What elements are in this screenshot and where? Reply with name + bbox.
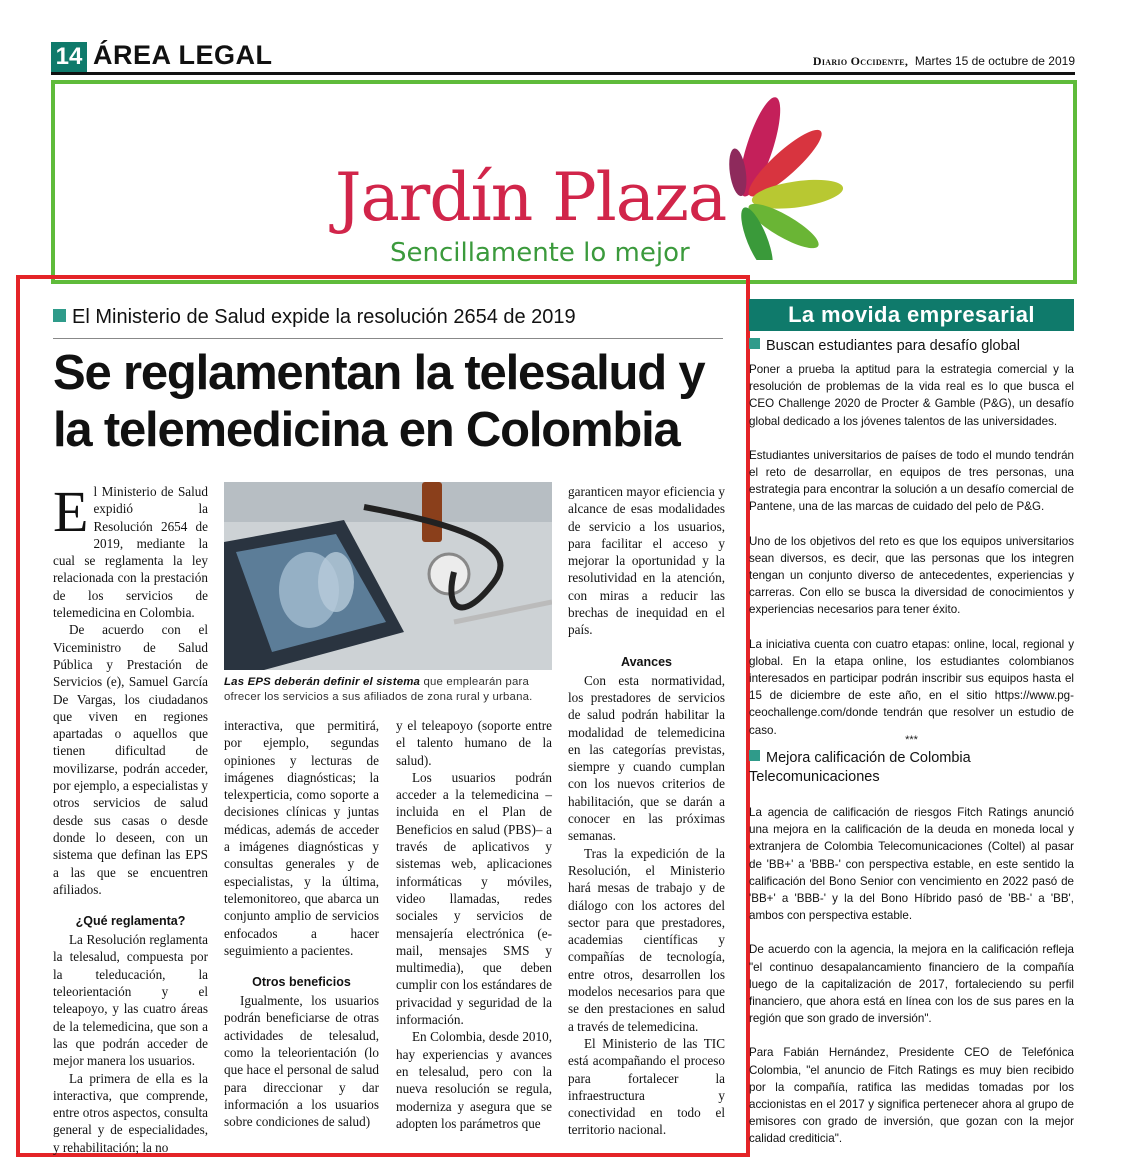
sidebar-story-2 [749, 804, 1074, 1165]
article-subhead: ¿Qué reglamenta? [75, 914, 186, 929]
square-bullet-icon [749, 750, 760, 761]
sidebar-story-1 [749, 361, 1074, 756]
article-paragraph: El Ministerio de Salud expidió la Resolución 2654 de 2019, mediante la cual se reglamenta la ley relacionada con la prestación de los servicios de telemedicina en Colombia. [53, 479, 208, 621]
article-headline: Se reglamentan la telesalud y la telemedicina en Colombia [53, 346, 705, 457]
sidebar-paragraph: Uno de los objetivos del reto es que los equipos universitarios sean diversos, es decir, que las personas que los integren tengan un conjunto diverso de antecedentes, experiencias y carreras. Con ello se busca la diversidad de conocimientos y experiencias necesarios para tener éxito. [749, 534, 1074, 617]
article-column-2 [224, 717, 379, 1131]
article-subhead: Avances [621, 654, 672, 669]
article-paragraph: De acuerdo con el Viceministro de Salud Pública y Prestación de Servicios (e), Samuel García De Vargas, los ciudadanos que viven en regiones apartadas o aquellos que tienen dificultad de movilizarse, podrán acceder, por ejemplo, a especialistas y otros servicios de salud desde sus casas o desde donde lo deseen, con un sistema que definan las EPS a las que se encuentren afiliados. [53, 622, 208, 897]
photo-caption: Las EPS deberán definir el sistema que emplearán para ofrecer los servicios a sus afiliados de zona rural y urbana. [224, 676, 533, 703]
sidebar-paragraph: La agencia de calificación de riesgos Fitch Ratings anunció una mejora en la calificación de la deuda en moneda local y extranjera de Colombia Telecomunicaciones (Coltel) al pasar de 'BB+' a 'BBB-' con perspectiva estable, en este sentido la calificación del Bono Senior con vencimiento en 2022 pasó de 'BB+' a 'BBB-' y la del Bono Híbrido pasó de 'BB-' a 'BB', ambos con perspectiva estable. [749, 806, 1074, 923]
ad-slogan: Sencillamente lo mejor [390, 238, 690, 268]
sidebar-subhead: Mejora calificación de Colombia Telecomunicaciones [749, 750, 971, 785]
article-paragraph: garanticen mayor eficiencia y alcance de esas modalidades de servicio a los usuarios, para facilitar el acceso y mejorar la oportunidad y la resolutividad en la atención, con miras a reducir las brechas de inequidad en el país. [568, 484, 725, 638]
article-paragraph: Con esta normatividad, los prestadores de servicios de salud podrán habilitar la modalidad de telemedicina en las categorías previstas, siempre y cuando cumplan con los nuevos criterios de habilitación, que se darán a conocer en las próximas semanas. [568, 672, 725, 844]
kicker-rule [53, 338, 723, 339]
article-paragraph: interactiva, que permitirá, por ejemplo, segundas opiniones y lecturas de imágenes diagnósticas; la telexperticia, como soporte a decisiones clínicas y juntas médicas, además de acceder a imágenes diagnósticas y consultas generales y de especialistas, y la última, telemonitoreo, que abarca un conjunto amplio de servicios enfocados a hacer seguimiento a pacientes. [224, 718, 379, 958]
page-number: 14 [51, 42, 87, 72]
sidebar-paragraph: Poner a prueba la aptitud para la estrategia comercial y la resolución de problemas de la vida real es lo que busca el CEO Challenge 2020 de Procter & Gamble (P&G), un desafío global dedicado a los jóvenes talentos de las universidades. [749, 363, 1074, 428]
article-paragraph: El Ministerio de las TIC está acompañando el proceso para fortalecer la infraestructura y conectividad en todo el territorio nacional. [568, 1035, 725, 1138]
article-subhead: Otros beneficios [252, 975, 351, 990]
sidebar-paragraph: Estudiantes universitarios de países de todo el mundo tendrán el reto de desarrollar, en equipos de tres personas, una estrategia para encontrar la solución a un desafío comercial de Pantene, una de las marcas de cuidado del pelo de P&G. [749, 448, 1074, 514]
sidebar-paragraph: La iniciativa cuenta con cuatro etapas: online, local, regional y global. En la etapa online, los estudiantes colombianos interesados en participar podrán inscribir sus equipos hasta el 15 de diciembre de este año, en el sitio https://www.pg-ceochallenge.com/donde tendrán que resolver un estudio de caso. [749, 637, 1074, 737]
article-paragraph: La Resolución reglamenta la telesalud, compuesta por la teleducación, la teleorientación y el teleapoyo, y las cuatro áreas de la telemedicina, que son a las que podrán acceder de mejor manera los usuarios. [53, 932, 208, 1069]
sidebar-paragraph: De acuerdo con la agencia, la mejora en la calificación refleja "el continuo desapalancamiento financiero de la compañía luego de la capitalización de 2017, fortaleciendo su perfil financiero, que ahora está en línea con los de sus pares en la región que son grado de inversión". [749, 943, 1074, 1026]
header-rule [51, 72, 1075, 75]
sidebar-title: La movida empresarial [749, 299, 1074, 331]
sidebar-subhead: Buscan estudiantes para desafío global [749, 337, 1074, 356]
newspaper-name: Diario Occidente, [812, 54, 909, 68]
article-column-4 [568, 483, 725, 1139]
article-column-1 [53, 479, 208, 1156]
kicker-text: El Ministerio de Salud expide la resolución 2654 de 2019 [72, 306, 576, 328]
ad-brand: Jardín Plaza [335, 159, 727, 236]
separator-stars: *** [905, 734, 918, 746]
article-column-3 [396, 717, 552, 1132]
sidebar-paragraph: Para Fabián Hernández, Presidente CEO de Telefónica Colombia, "el anuncio de Fitch Ratings es muy bien recibido por la compañía, ratifica las medidas tomadas por los accionistas en el 2017 y significa pertenecer ahora al grupo de emisores con grado de inversión, que gozan con la mejor calidad crediticia". [749, 1046, 1074, 1146]
article-paragraph: En Colombia, desde 2010, hay experiencias y avances en telesalud, pero con la nueva resolución se regula, moderniza y asegura que se adopten los parámetros que [396, 1029, 552, 1131]
article-paragraph: La primera de ella es la interactiva, que comprende, entre otros aspectos, consulta general y de especialidades, y rehabilitación; la no [53, 1070, 208, 1155]
section-title: ÁREA LEGAL [93, 40, 273, 70]
article-paragraph: Los usuarios podrán acceder a la telemedicina –incluida en el Plan de Beneficios en salud (PBS)– a través de aplicativos y sistemas web, aplicaciones informáticas y móviles, video llamadas, redes sociales y servicios de mensajería electrónica (e-mail, mensajes SMS y multimedia), que deben cumplir con los estándares de privacidad y seguridad de la información. [396, 769, 553, 1028]
article-kicker [53, 306, 576, 329]
article-paragraph: y el teleapoyo (soporte entre el talento humano de la salud). [396, 718, 552, 768]
article-paragraph: Igualmente, los usuarios podrán beneficiarse de otras actividades de telesalud, como la teleorientación (lo que hace el personal de salud para direccionar y dar información a los usuarios sobre condiciones de salud) [224, 993, 379, 1130]
article-paragraph: Tras la expedición de la Resolución, el Ministerio hará mesas de trabajo y de diálogo con los actores del sector para que prestadores, academias científicas y compañías de tecnología, entre otros, desarrollen los modelos necesarios para que se den prestaciones en salud a través de telemedicina. [568, 845, 725, 1034]
masthead [813, 54, 1075, 69]
drop-cap: E [53, 479, 89, 544]
issue-date: Martes 15 de octubre de 2019 [914, 54, 1075, 68]
flower-logo-icon [700, 90, 850, 260]
square-bullet-icon [749, 338, 760, 349]
square-bullet-icon [53, 309, 66, 322]
article-photo [224, 482, 552, 670]
